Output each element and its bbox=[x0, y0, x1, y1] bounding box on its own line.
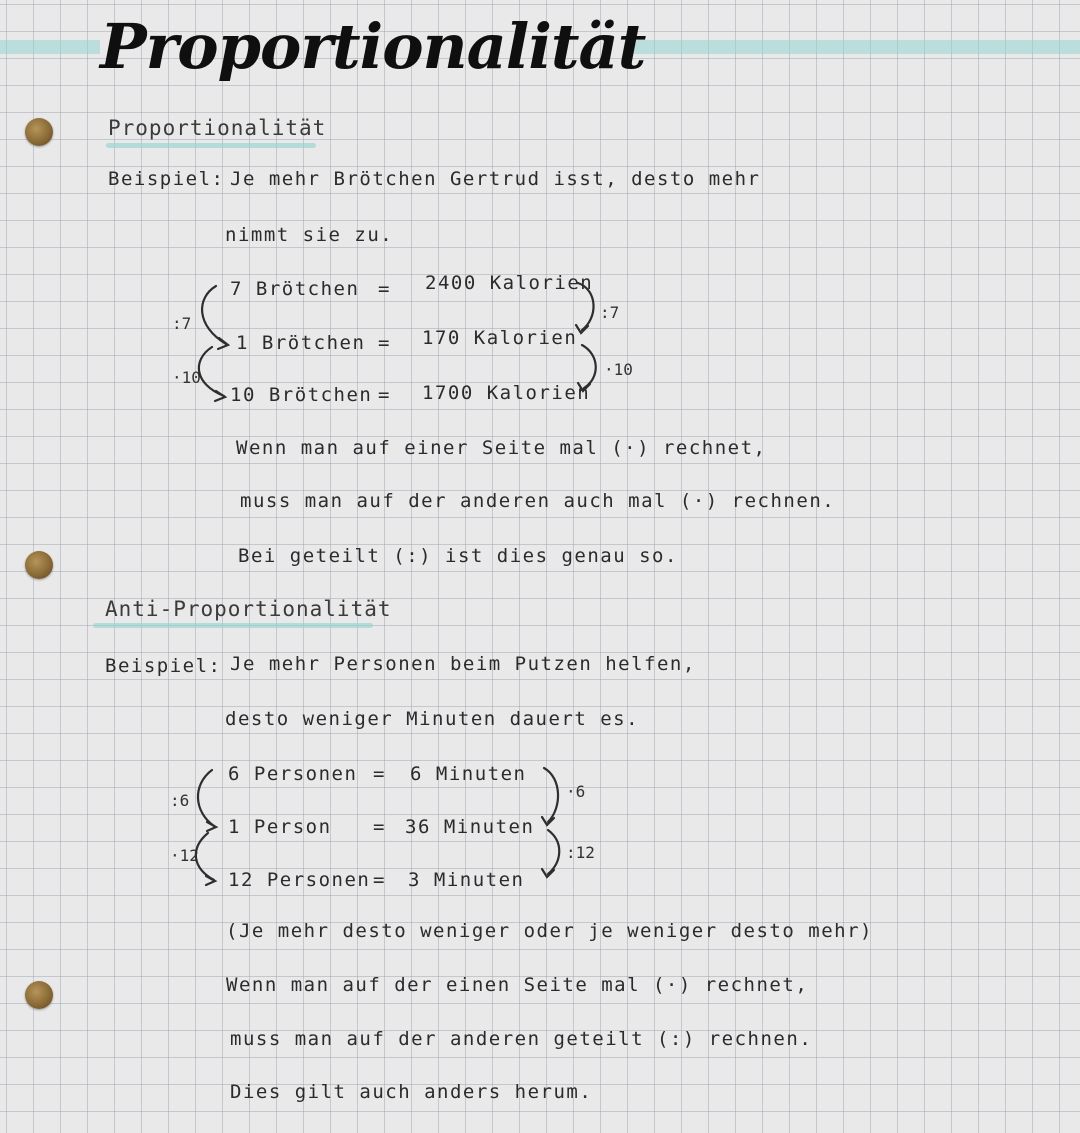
arrow-head bbox=[215, 391, 225, 401]
example-text: Je mehr Personen beim Putzen helfen, bbox=[230, 653, 696, 675]
equals-sign: = bbox=[373, 763, 386, 785]
example-text: nimmt sie zu. bbox=[225, 224, 394, 246]
example-label: Beispiel: bbox=[105, 655, 222, 677]
operation-label: :6 bbox=[170, 791, 190, 810]
rule-text: muss man auf der anderen auch mal (·) rechnen. bbox=[240, 490, 836, 512]
table-cell: 6 Minuten bbox=[410, 763, 527, 785]
table-cell: 1 Brötchen bbox=[236, 332, 366, 354]
heading-highlight bbox=[93, 623, 373, 628]
operation-label: ·10 bbox=[604, 360, 633, 379]
section-heading-anti-proportionality: Anti-Proportionalität bbox=[105, 597, 392, 621]
operation-label: ·10 bbox=[172, 368, 201, 387]
example-text: Je mehr Brötchen Gertrud isst, desto mehr bbox=[230, 168, 761, 190]
rule-text: (Je mehr desto weniger oder je weniger desto mehr) bbox=[226, 920, 873, 942]
table-cell: 1 Person bbox=[228, 816, 332, 838]
equals-sign: = bbox=[373, 816, 386, 838]
table-cell: 2400 Kalorien bbox=[425, 272, 594, 294]
example-text: desto weniger Minuten dauert es. bbox=[225, 708, 640, 730]
operation-label: :12 bbox=[566, 843, 595, 862]
operation-label: :7 bbox=[172, 314, 192, 333]
arrow-head bbox=[542, 817, 554, 825]
equals-sign: = bbox=[373, 869, 386, 891]
left-bracket-arrow bbox=[198, 770, 214, 826]
title-highlight-right bbox=[632, 40, 1080, 54]
table-cell: 6 Personen bbox=[228, 763, 358, 785]
left-bracket-arrow bbox=[199, 347, 224, 396]
table-cell: 7 Brötchen bbox=[230, 278, 360, 300]
page-title: Proportionalität bbox=[100, 10, 646, 83]
rule-text: Wenn man auf der einen Seite mal (·) rechnet, bbox=[226, 974, 809, 996]
title-highlight-left bbox=[0, 40, 100, 54]
equals-sign: = bbox=[378, 332, 391, 354]
binder-hole bbox=[25, 981, 53, 1009]
equals-sign: = bbox=[378, 278, 391, 300]
operation-label: :7 bbox=[600, 303, 620, 322]
arrow-head bbox=[206, 876, 215, 885]
equals-sign: = bbox=[378, 384, 391, 406]
right-bracket-arrow bbox=[544, 768, 558, 822]
table-cell: 10 Brötchen bbox=[230, 384, 373, 406]
left-bracket-arrow bbox=[202, 286, 226, 344]
arrow-head bbox=[576, 325, 588, 333]
table-cell: 3 Minuten bbox=[408, 869, 525, 891]
table-cell: 170 Kalorien bbox=[422, 327, 578, 349]
arrow-head bbox=[542, 869, 554, 877]
rule-text: Bei geteilt (:) ist dies genau so. bbox=[238, 545, 678, 567]
operation-label: ·12 bbox=[170, 846, 199, 865]
rule-text: muss man auf der anderen geteilt (:) rechnen. bbox=[230, 1028, 813, 1050]
table-cell: 36 Minuten bbox=[405, 816, 535, 838]
right-bracket-arrow bbox=[548, 830, 559, 874]
operation-label: ·6 bbox=[566, 782, 586, 801]
rule-text: Dies gilt auch anders herum. bbox=[230, 1081, 593, 1103]
example-label: Beispiel: bbox=[108, 168, 225, 190]
table-cell: 12 Personen bbox=[228, 869, 371, 891]
binder-hole bbox=[25, 551, 53, 579]
section-heading-proportionality: Proportionalität bbox=[108, 116, 327, 140]
arrow-head bbox=[207, 822, 216, 831]
binder-hole bbox=[25, 118, 53, 146]
table-cell: 1700 Kalorien bbox=[422, 382, 591, 404]
heading-highlight bbox=[106, 143, 316, 148]
arrow-head bbox=[218, 338, 228, 349]
rule-text: Wenn man auf einer Seite mal (·) rechnet, bbox=[236, 437, 767, 459]
